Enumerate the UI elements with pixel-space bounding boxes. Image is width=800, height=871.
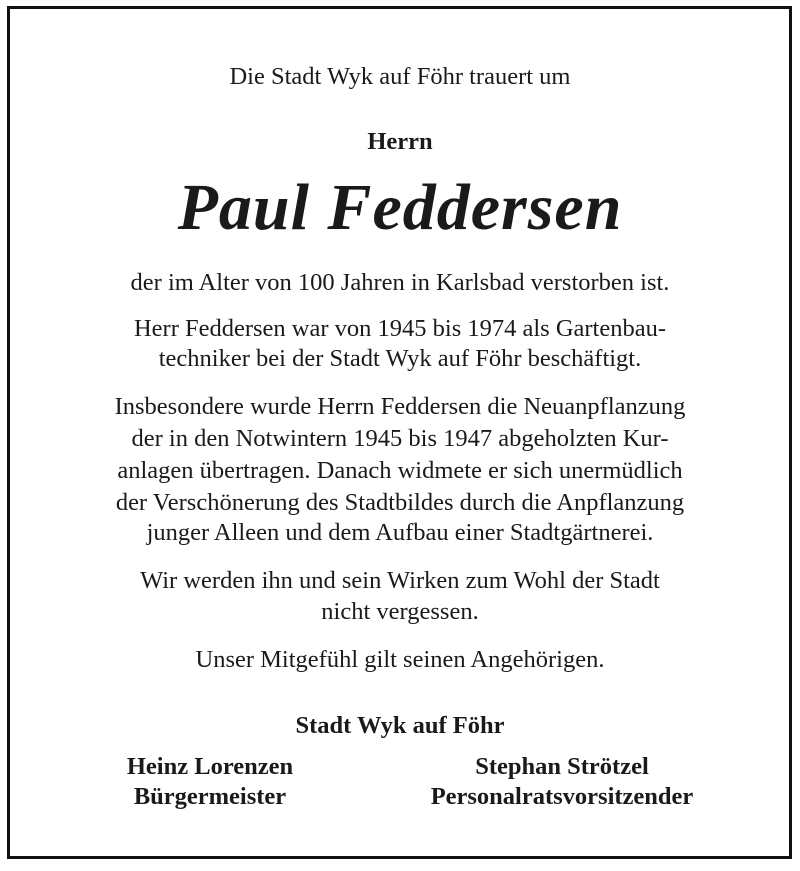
paragraph-line: der Verschönerung des Stadtbildes durch die Anpflanzung <box>115 489 685 516</box>
salutation: Herrn <box>367 128 433 155</box>
signatory-name: Heinz Lorenzen <box>126 753 294 780</box>
paragraph-line: junger Alleen und dem Aufbau einer Stadtgärtnerei. <box>146 519 654 546</box>
signatory-name: Stephan Strötzel <box>475 753 649 780</box>
signatory-title: Personalratsvorsitzender <box>430 783 694 810</box>
paragraph-line: techniker bei der Stadt Wyk auf Föhr beschäftigt. <box>158 345 642 372</box>
signature-left <box>90 752 330 812</box>
paragraph-line: nicht vergessen. <box>321 598 479 625</box>
age-line: der im Alter von 100 Jahren in Karlsbad verstorben ist. <box>130 269 670 296</box>
paragraph-line: der in den Notwintern 1945 bis 1947 abgeholzten Kur- <box>131 425 669 452</box>
condolence-line: Unser Mitgefühl gilt seinen Angehörigen. <box>195 646 605 673</box>
paragraph-line: Wir werden ihn und sein Wirken zum Wohl der Stadt <box>140 567 660 594</box>
deceased-name: Paul Feddersen <box>177 171 623 244</box>
paragraph-line: anlagen übertragen. Danach widmete er sich unermüdlich <box>117 457 683 484</box>
signatory-title: Bürgermeister <box>133 783 287 810</box>
paragraph-line: Herr Feddersen war von 1945 bis 1974 als Gartenbau- <box>133 315 667 342</box>
signature-right <box>392 752 732 812</box>
intro-line: Die Stadt Wyk auf Föhr trauert um <box>229 63 571 90</box>
signature-organization: Stadt Wyk auf Föhr <box>295 712 505 739</box>
paragraph-line: Insbesondere wurde Herrn Feddersen die Neuanpflanzung <box>114 393 686 420</box>
